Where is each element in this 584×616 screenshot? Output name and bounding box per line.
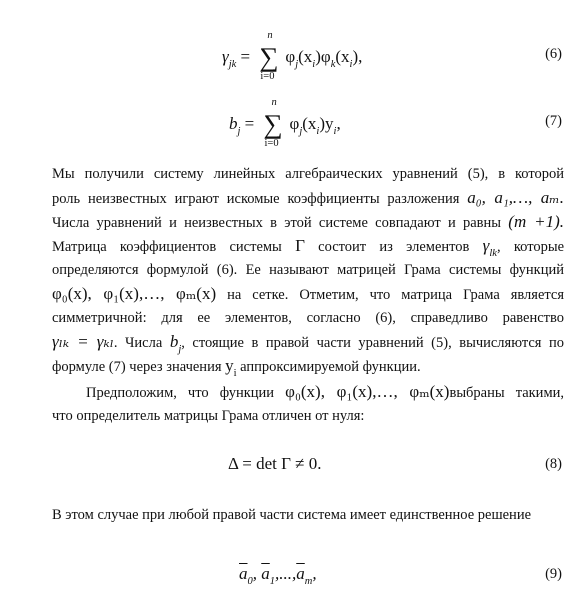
paragraph-3: [52, 503, 564, 527]
text-line: [52, 380, 564, 404]
term: )y: [319, 113, 334, 133]
b-symbol: b: [229, 113, 238, 133]
term: (x: [302, 113, 317, 133]
a-bar-m: $\overline{a}$: [296, 564, 305, 583]
term: )φ: [315, 46, 331, 66]
text-line: [52, 186, 564, 210]
subscript: 0: [247, 576, 253, 587]
subscript: k: [330, 58, 336, 70]
text-line: [52, 162, 564, 186]
subscript: i: [316, 125, 320, 137]
text: роль неизвестных играют искомые коэффициенты разложения: [52, 191, 460, 207]
text: Предположим, что функции: [86, 385, 275, 401]
math-inline: φ₀(x), φ₁(x),…, φₘ(x): [52, 284, 217, 303]
equation-6-body: [222, 30, 363, 82]
equation-9-body: $\overline{a}_0$, $\overline{a}_1,...,\overline{a}_m$,: [239, 564, 317, 587]
equals-sign: =: [240, 46, 251, 66]
text: , стоящие в правой части уравнений (5), вычисляются по: [181, 335, 565, 351]
b-subscript: j: [237, 125, 241, 137]
text: определяются формулой (6). Ее называют матрицей Грама системы функций: [52, 262, 564, 278]
gamma-subscript: jk: [228, 58, 237, 70]
math-inline: y: [225, 356, 234, 375]
text-line: [52, 306, 564, 330]
text: аппроксимируемой функции.: [240, 359, 421, 375]
equation-number-6: (6): [545, 46, 562, 62]
math-inline: b: [169, 332, 179, 351]
text-line: [52, 354, 564, 378]
sum-upper-limit: n: [267, 30, 273, 41]
text: состоит из элементов: [318, 239, 470, 255]
text-line: [52, 404, 564, 428]
sigma-symbol: ∑: [259, 42, 279, 72]
text-line: [52, 330, 564, 354]
sigma-symbol: ∑: [263, 109, 283, 139]
a-bar-0: $\overline{a}$: [239, 564, 248, 583]
text: что определитель матрицы Грама отличен от нуля:: [52, 408, 365, 424]
sum-upper-limit: n: [271, 97, 277, 108]
summation: [258, 30, 282, 82]
term: (x: [298, 46, 313, 66]
text: на сетке. Отметим, что матрица Грама является: [227, 287, 564, 303]
summation: [263, 97, 287, 149]
text: Матрица коэффициентов системы: [52, 239, 282, 255]
text: , которые: [496, 239, 565, 255]
equation-9: [0, 556, 584, 616]
subscript: i: [349, 58, 353, 70]
subscript: j: [178, 344, 182, 355]
equation-number-7: (7): [545, 113, 562, 129]
comma: ,: [312, 564, 317, 583]
text: формуле (7) через значения: [52, 359, 222, 375]
paragraph-2: [52, 380, 564, 428]
paragraph-1: [52, 162, 564, 378]
math-inline: Γ: [295, 236, 305, 255]
gamma-symbol: γ: [222, 46, 229, 66]
ellipsis: ,...,: [275, 564, 297, 583]
text-line: [52, 234, 564, 258]
sum-lower-limit: i=0: [264, 138, 279, 149]
text: В этом случае при любой правой части система имеет единственное решение: [52, 507, 532, 523]
subscript: m: [304, 576, 313, 587]
term: ),: [352, 46, 363, 66]
equation-8: [0, 446, 584, 506]
sum-lower-limit: i=0: [260, 71, 275, 82]
term: (x: [335, 46, 350, 66]
math-inline: (m +1).: [508, 212, 564, 231]
phi-symbol: φ: [285, 46, 296, 66]
text: выбраны такими,: [449, 385, 565, 401]
equation-7-body: [229, 97, 341, 149]
text: . Числа: [113, 335, 163, 351]
equals-sign: =: [244, 113, 255, 133]
text-line: [52, 503, 564, 527]
subscript: i: [333, 125, 337, 137]
math-inline: a₀, a₁,…, aₘ.: [467, 188, 564, 207]
equation-7: [0, 95, 584, 155]
equation-6: [0, 28, 584, 88]
text-line: [52, 210, 564, 234]
text-line: [52, 282, 564, 306]
text-line: [52, 258, 564, 282]
equation-number-9: (9): [545, 566, 562, 582]
term: ,: [336, 113, 341, 133]
subscript: i: [233, 368, 237, 379]
equation-8-body: Δ = det Γ ≠ 0.: [228, 454, 322, 473]
text: Мы получили систему линейных алгебраических уравнений (5), в которой: [52, 166, 564, 182]
text: Числа уравнений и неизвестных в этой системе совпадают и равны: [52, 215, 502, 231]
subscript: j: [295, 58, 299, 70]
phi-symbol: φ: [289, 113, 300, 133]
equation-number-8: (8): [545, 456, 562, 472]
subscript: i: [312, 58, 316, 70]
subscript: lk: [489, 248, 497, 259]
subscript: 1: [269, 576, 275, 587]
a-bar-1: $\overline{a}$: [261, 564, 270, 583]
subscript: j: [299, 125, 303, 137]
math-inline: γ: [482, 236, 490, 255]
math-inline: φ₀(x), φ₁(x),…, φₘ(x): [285, 382, 450, 401]
text: симметричной: для ее элементов, согласно (6), справедливо равенство: [52, 310, 564, 326]
math-inline: γₗₖ = γₖₗ: [52, 332, 114, 351]
